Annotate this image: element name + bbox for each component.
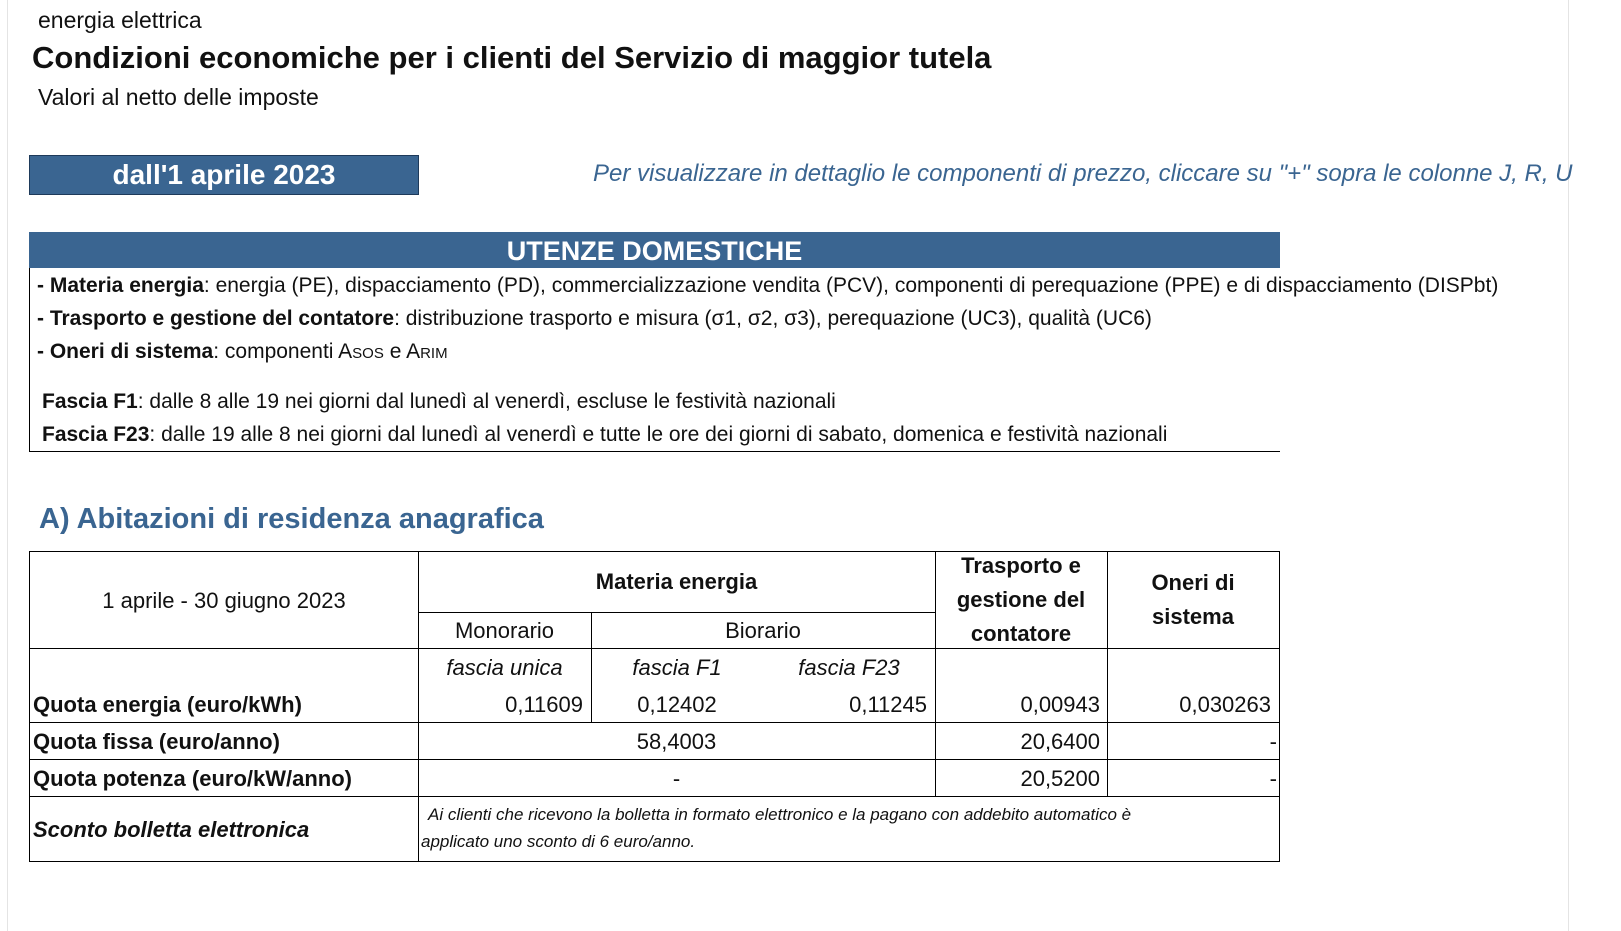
quota-fissa-trasporto: 20,6400 (1020, 729, 1100, 754)
period-label: 1 aprile - 30 giugno 2023 (102, 588, 346, 613)
section-header-utenze-domestiche: UTENZE DOMESTICHE (29, 232, 1280, 268)
divider (30, 759, 1279, 760)
header-trasporto-line1: Trasporto e (961, 553, 1081, 578)
header-materia-energia: Materia energia (595, 569, 758, 594)
info-line-materia: - Materia energia: energia (PE), dispacciamento (PD), commercializzazione vendita (PCV), componenti di perequazione (PPE) e di dispacciamento (DISPbt) (37, 274, 1499, 297)
header-oneri-line2: sistema (1152, 604, 1234, 629)
header-monorario: Monorario (454, 618, 555, 643)
quota-energia-trasporto: 0,00943 (1020, 692, 1100, 717)
divider (418, 612, 935, 613)
info-line-trasporto: - Trasporto e gestione del contatore: distribuzione trasporto e misura (σ1, σ2, σ3), perequazione (UC3), qualità (UC6) (37, 307, 1152, 330)
date-badge: dall'1 aprile 2023 (29, 155, 419, 195)
quota-potenza-trasporto: 20,5200 (1020, 766, 1100, 791)
quota-fissa-materia: 58,4003 (636, 729, 717, 754)
quota-fissa-oneri: - (1269, 729, 1277, 754)
header-oneri-line1: Oneri di (1151, 570, 1235, 595)
sconto-note-line2: applicato uno sconto di 6 euro/anno. (421, 832, 696, 851)
fascia-f1-label: fascia F1 (632, 655, 722, 680)
divider (30, 796, 1279, 797)
header-biorario: Biorario (725, 618, 801, 643)
details-hint: Per visualizzare in dettaglio le componenti di prezzo, cliccare su "+" sopra le colonne J, R, U (593, 160, 1573, 187)
row-label-sconto: Sconto bolletta elettronica (33, 817, 310, 842)
row-label-quota-potenza: Quota potenza (euro/kW/anno) (33, 766, 352, 791)
quota-energia-f1: 0,12402 (637, 692, 717, 717)
tariff-table (29, 551, 1280, 862)
divider (30, 648, 1279, 649)
sconto-note-line1: Ai clienti che ricevono la bolletta in formato elettronico e la pagano con addebito automatico è (428, 805, 1132, 824)
info-line-oneri: - Oneri di sistema: componenti ASOS e ARIM (37, 340, 448, 363)
fascia-unica-label: fascia unica (446, 655, 563, 680)
info-line-fascia-f23: Fascia F23: dalle 19 alle 8 nei giorni dal lunedì al venerdì e tutte le ore dei giorni di sabato, domenica e festività nazionali (42, 423, 1168, 446)
info-line-fascia-f1: Fascia F1: dalle 8 alle 19 nei giorni dal lunedì al venerdì, escluse le festività nazionali (42, 390, 836, 413)
quota-potenza-oneri: - (1269, 766, 1277, 791)
quota-energia-unica: 0,11609 (505, 692, 583, 717)
quota-energia-f23: 0,11245 (849, 692, 927, 717)
header-trasporto-line2: gestione del (956, 587, 1086, 612)
fascia-f23-label: fascia F23 (798, 655, 900, 680)
page-title: Condizioni economiche per i clienti del Servizio di maggior tutela (32, 40, 992, 75)
header-trasporto-line3: contatore (970, 621, 1072, 646)
gridline-right (1568, 0, 1569, 931)
info-box (29, 268, 1499, 452)
category-label: energia elettrica (38, 7, 202, 33)
quota-energia-oneri: 0,030263 (1179, 692, 1271, 717)
quota-potenza-materia: - (672, 766, 681, 791)
section-title-abitazioni: A) Abitazioni di residenza anagrafica (39, 503, 544, 535)
divider (30, 722, 1279, 723)
row-label-quota-energia: Quota energia (euro/kWh) (33, 692, 302, 717)
row-label-quota-fissa: Quota fissa (euro/anno) (33, 729, 280, 754)
taxes-note: Valori al netto delle imposte (38, 84, 319, 110)
gridline-left (7, 0, 8, 931)
